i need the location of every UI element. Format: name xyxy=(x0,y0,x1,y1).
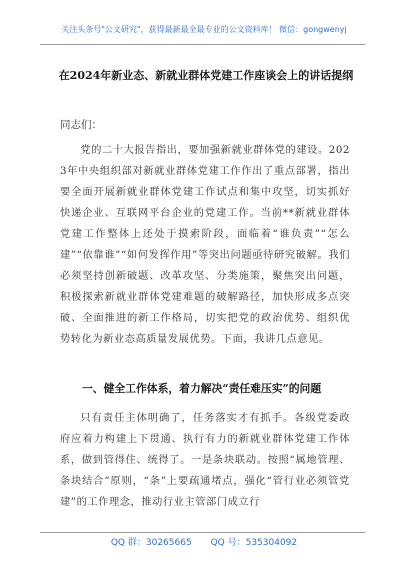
footer-qq-group: QQ 群：30265665 xyxy=(110,538,192,548)
header-banner: 关注头条号"公文研究"，获得最新最全最专业的公文资料库！ 微信：gongwenyj xyxy=(61,25,347,34)
salutation: 同志们： xyxy=(60,119,102,131)
body-paragraph-1: 党的二十大报告指出，要加强新就业群体党的建设。2023年中央组织部对新就业群体党建工作作出了重点部署，指出要全面开展新就业群体党建工作试点和集中攻坚，切实抓好快递企业、互联网平台企业的党建工作。当前**新就业群体党建工作整体上还处于摸索阶段，面临着“谁负责”“怎么建”“依靠谁”“如何发挥作用”等突出问题亟待研究破解。我们必须坚持创新破题、改革攻坚、分类施策，聚焦突出问题，积极探索新就业群体党建难题的破解路径，加快形成多点突破、全面推进的新工作格局，切实把党的政治优势、组织优势转化为新业态高质量发展优势。下面，我讲几点意见。 xyxy=(60,145,350,345)
footer-divider xyxy=(40,532,365,533)
footer-qq-number: QQ 号：535304092 xyxy=(210,538,298,548)
header-divider xyxy=(40,44,365,45)
body-paragraph-2: 只有责任主体明确了，任务落实才有抓手。各级党委政府应着力构建上下贯通、执行有力的新就业群体党建工作体系，做到管得住、统得了。一是条块联动。按照“属地管理、条块结合”原则，“条”上要疏通堵点，强化“管行业必须管党建”的工作理念，推动行业主管部门成立行 xyxy=(60,413,350,508)
document-title: 在2024年新业态、新就业群体党建工作座谈会上的讲话提纲 xyxy=(58,69,354,82)
footer-contact xyxy=(0,535,408,548)
section-heading-1: 一、健全工作体系，着力解决“责任难压实”的问题 xyxy=(82,382,322,395)
